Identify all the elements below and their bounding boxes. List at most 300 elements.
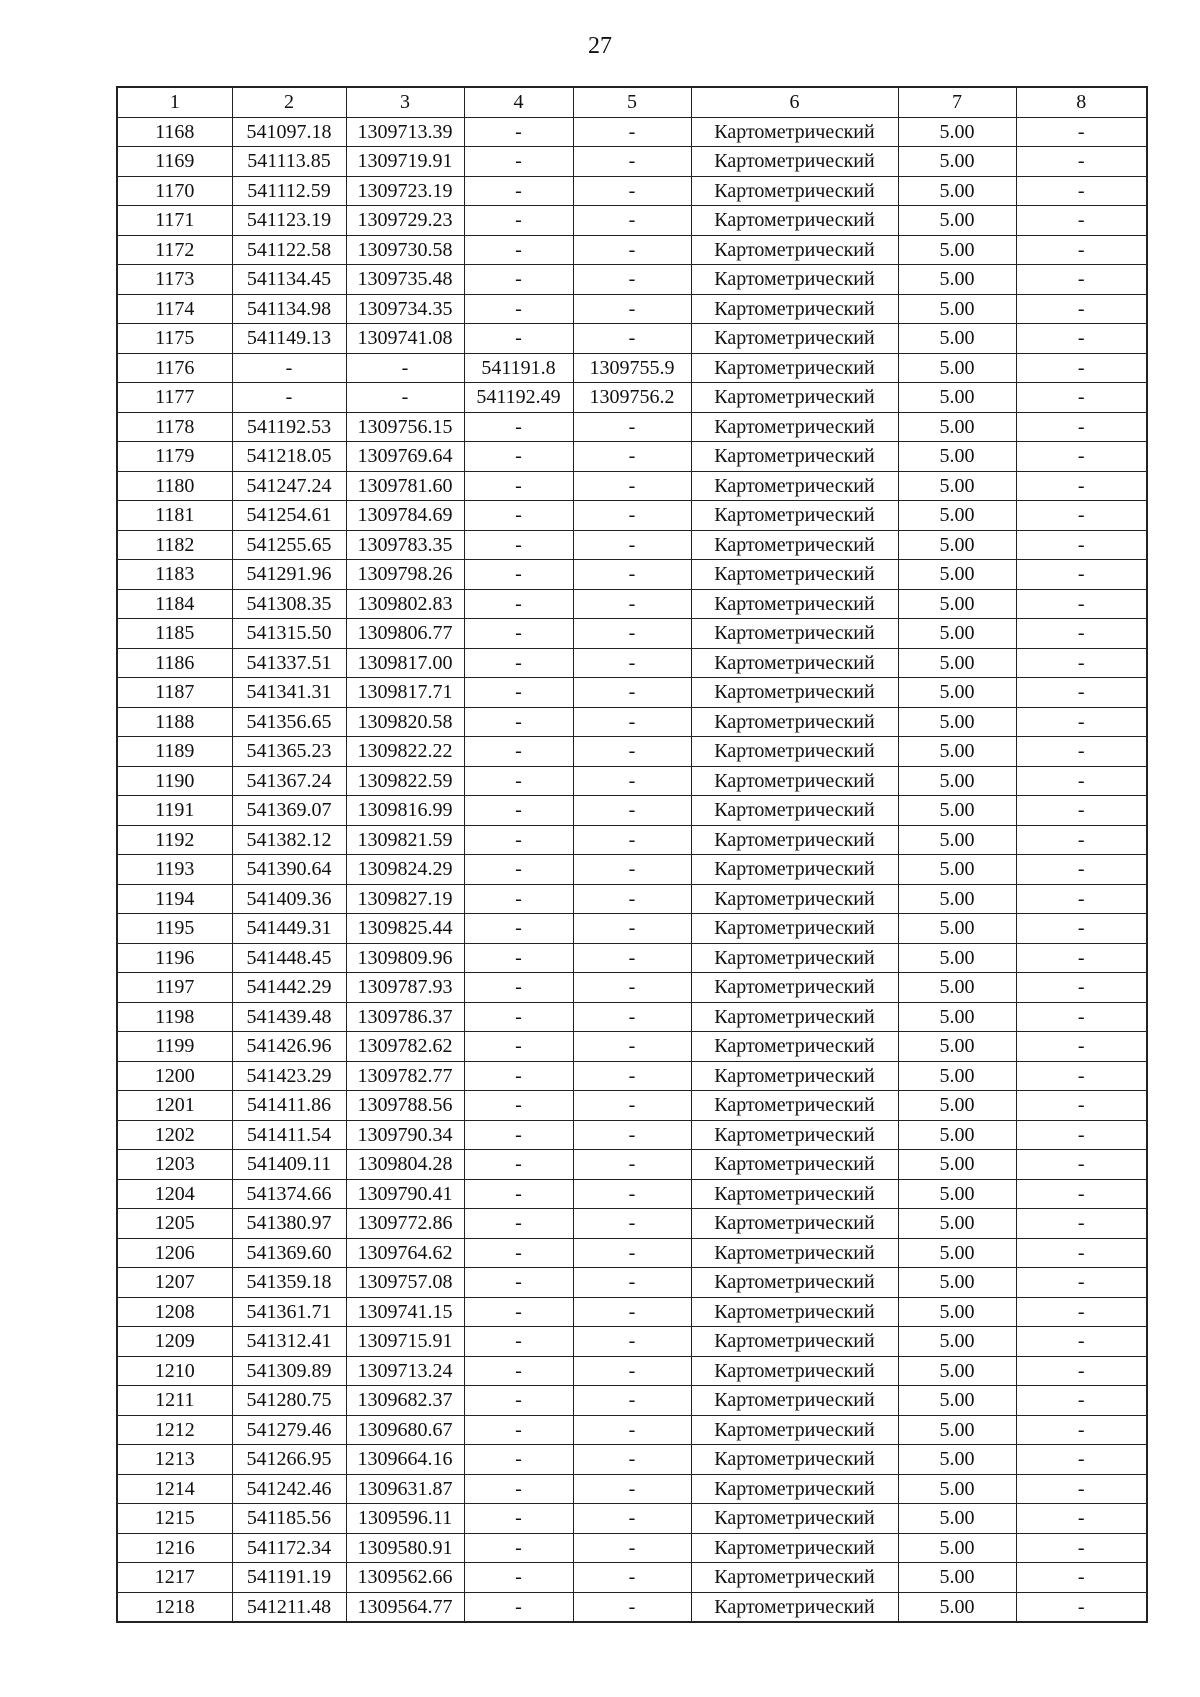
table-cell-col-4: - (464, 884, 573, 914)
table-cell-col-3: 1309782.62 (346, 1032, 464, 1062)
table-cell-col-8: - (1016, 1445, 1147, 1475)
table-cell-col-4: - (464, 1386, 573, 1416)
table-cell-col-1: 1203 (117, 1150, 232, 1180)
table-cell-col-6: Картометрический (691, 530, 898, 560)
table-cell-col-3: 1309790.34 (346, 1120, 464, 1150)
table-cell-col-6: Картометрический (691, 943, 898, 973)
table-cell-col-4: 541191.8 (464, 353, 573, 383)
table-row (117, 855, 1147, 885)
table-cell-col-8: - (1016, 825, 1147, 855)
table-cell-col-3: 1309806.77 (346, 619, 464, 649)
table-cell-col-4: - (464, 1179, 573, 1209)
table-cell-col-6: Картометрический (691, 176, 898, 206)
table-cell-col-6: Картометрический (691, 265, 898, 295)
table-cell-col-1: 1179 (117, 442, 232, 472)
table-cell-col-7: 5.00 (898, 383, 1016, 413)
table-cell-col-8: - (1016, 1297, 1147, 1327)
table-cell-col-7: 5.00 (898, 1327, 1016, 1357)
table-cell-col-7: 5.00 (898, 1179, 1016, 1209)
table-cell-col-4: - (464, 1238, 573, 1268)
table-row (117, 825, 1147, 855)
table-cell-col-4: - (464, 973, 573, 1003)
table-cell-col-7: 5.00 (898, 914, 1016, 944)
table-row (117, 383, 1147, 413)
table-cell-col-3: 1309741.15 (346, 1297, 464, 1327)
table-cell-col-5: - (573, 678, 691, 708)
table-cell-col-2: 541218.05 (232, 442, 346, 472)
table-cell-col-3: - (346, 353, 464, 383)
table-cell-col-8: - (1016, 796, 1147, 826)
table-cell-col-8: - (1016, 117, 1147, 147)
table-cell-col-3: 1309788.56 (346, 1091, 464, 1121)
table-cell-col-3: 1309824.29 (346, 855, 464, 885)
table-cell-col-8: - (1016, 235, 1147, 265)
table-row (117, 1563, 1147, 1593)
table-cell-col-4: - (464, 1504, 573, 1534)
table-cell-col-4: - (464, 1415, 573, 1445)
table-cell-col-2: 541185.56 (232, 1504, 346, 1534)
table-cell-col-7: 5.00 (898, 1533, 1016, 1563)
table-cell-col-6: Картометрический (691, 147, 898, 177)
table-cell-col-1: 1172 (117, 235, 232, 265)
table-cell-col-7: 5.00 (898, 235, 1016, 265)
table-cell-col-2: 541409.36 (232, 884, 346, 914)
table-row (117, 1415, 1147, 1445)
table-cell-col-2: 541337.51 (232, 648, 346, 678)
table-cell-col-1: 1187 (117, 678, 232, 708)
table-cell-col-2: 541291.96 (232, 560, 346, 590)
table-cell-col-8: - (1016, 324, 1147, 354)
table-cell-col-5: - (573, 147, 691, 177)
table-cell-col-2: 541309.89 (232, 1356, 346, 1386)
table-cell-col-7: 5.00 (898, 1120, 1016, 1150)
column-header-7: 7 (898, 87, 1016, 117)
table-cell-col-6: Картометрический (691, 294, 898, 324)
column-header-8: 8 (1016, 87, 1147, 117)
table-cell-col-1: 1180 (117, 471, 232, 501)
table-cell-col-7: 5.00 (898, 324, 1016, 354)
table-cell-col-7: 5.00 (898, 530, 1016, 560)
table-cell-col-5: 1309756.2 (573, 383, 691, 413)
table-cell-col-1: 1169 (117, 147, 232, 177)
column-header-6: 6 (691, 87, 898, 117)
table-cell-col-7: 5.00 (898, 1386, 1016, 1416)
table-cell-col-5: - (573, 1563, 691, 1593)
table-cell-col-3: 1309804.28 (346, 1150, 464, 1180)
table-cell-col-8: - (1016, 973, 1147, 1003)
table-cell-col-2: - (232, 353, 346, 383)
table-row (117, 1445, 1147, 1475)
table-cell-col-8: - (1016, 1209, 1147, 1239)
table-row (117, 796, 1147, 826)
table-cell-col-8: - (1016, 147, 1147, 177)
table-cell-col-7: 5.00 (898, 1504, 1016, 1534)
table-cell-col-6: Картометрический (691, 1032, 898, 1062)
table-cell-col-1: 1204 (117, 1179, 232, 1209)
table-cell-col-5: - (573, 1504, 691, 1534)
table-row (117, 1268, 1147, 1298)
table-cell-col-1: 1214 (117, 1474, 232, 1504)
table-cell-col-7: 5.00 (898, 1415, 1016, 1445)
table-cell-col-1: 1200 (117, 1061, 232, 1091)
table-cell-col-1: 1174 (117, 294, 232, 324)
table-row (117, 324, 1147, 354)
table-cell-col-4: - (464, 1592, 573, 1622)
table-cell-col-3: 1309723.19 (346, 176, 464, 206)
table-cell-col-4: - (464, 914, 573, 944)
table-cell-col-7: 5.00 (898, 678, 1016, 708)
table-cell-col-6: Картометрический (691, 973, 898, 1003)
table-cell-col-1: 1210 (117, 1356, 232, 1386)
table-cell-col-2: 541369.07 (232, 796, 346, 826)
table-cell-col-3: 1309682.37 (346, 1386, 464, 1416)
table-cell-col-3: 1309817.71 (346, 678, 464, 708)
table-cell-col-3: 1309734.35 (346, 294, 464, 324)
table-cell-col-5: - (573, 1268, 691, 1298)
table-cell-col-7: 5.00 (898, 589, 1016, 619)
table-cell-col-2: 541380.97 (232, 1209, 346, 1239)
table-cell-col-4: - (464, 766, 573, 796)
table-cell-col-1: 1209 (117, 1327, 232, 1357)
table-cell-col-3: 1309596.11 (346, 1504, 464, 1534)
table-cell-col-1: 1188 (117, 707, 232, 737)
table-cell-col-4: - (464, 943, 573, 973)
table-cell-col-8: - (1016, 265, 1147, 295)
table-row (117, 501, 1147, 531)
column-header-1: 1 (117, 87, 232, 117)
table-cell-col-5: - (573, 1150, 691, 1180)
table-cell-col-6: Картометрический (691, 1120, 898, 1150)
table-cell-col-8: - (1016, 1592, 1147, 1622)
table-row (117, 294, 1147, 324)
table-cell-col-2: 541411.54 (232, 1120, 346, 1150)
table-cell-col-3: 1309730.58 (346, 235, 464, 265)
table-row (117, 412, 1147, 442)
table-cell-col-8: - (1016, 353, 1147, 383)
table-cell-col-2: 541390.64 (232, 855, 346, 885)
table-cell-col-7: 5.00 (898, 1356, 1016, 1386)
table-cell-col-6: Картометрический (691, 1179, 898, 1209)
table-row (117, 1002, 1147, 1032)
table-cell-col-3: 1309713.39 (346, 117, 464, 147)
table-cell-col-1: 1206 (117, 1238, 232, 1268)
coordinates-table (116, 86, 1148, 1623)
table-cell-col-6: Картометрический (691, 1238, 898, 1268)
table-cell-col-2: 541097.18 (232, 117, 346, 147)
table-cell-col-1: 1211 (117, 1386, 232, 1416)
table-cell-col-4: - (464, 294, 573, 324)
table-cell-col-7: 5.00 (898, 1563, 1016, 1593)
table-cell-col-4: - (464, 1061, 573, 1091)
table-cell-col-6: Картометрический (691, 737, 898, 767)
table-cell-col-6: Картометрический (691, 235, 898, 265)
table-cell-col-8: - (1016, 766, 1147, 796)
table-cell-col-5: - (573, 1445, 691, 1475)
table-cell-col-4: - (464, 1297, 573, 1327)
table-cell-col-3: 1309631.87 (346, 1474, 464, 1504)
table-cell-col-4: - (464, 589, 573, 619)
table-cell-col-7: 5.00 (898, 1238, 1016, 1268)
table-cell-col-1: 1198 (117, 1002, 232, 1032)
table-cell-col-2: 541113.85 (232, 147, 346, 177)
table-cell-col-4: - (464, 825, 573, 855)
table-cell-col-8: - (1016, 1474, 1147, 1504)
table-cell-col-2: 541442.29 (232, 973, 346, 1003)
table-cell-col-5: - (573, 589, 691, 619)
table-cell-col-7: 5.00 (898, 206, 1016, 236)
table-cell-col-7: 5.00 (898, 1592, 1016, 1622)
table-cell-col-5: - (573, 1297, 691, 1327)
table-cell-col-2: 541112.59 (232, 176, 346, 206)
table-cell-col-2: 541411.86 (232, 1091, 346, 1121)
table-cell-col-5: - (573, 560, 691, 590)
table-cell-col-3: 1309820.58 (346, 707, 464, 737)
table-cell-col-6: Картометрический (691, 1386, 898, 1416)
table-cell-col-7: 5.00 (898, 1297, 1016, 1327)
table-cell-col-5: - (573, 1592, 691, 1622)
table-cell-col-5: - (573, 1120, 691, 1150)
table-cell-col-7: 5.00 (898, 619, 1016, 649)
table-cell-col-4: - (464, 1445, 573, 1475)
table-cell-col-8: - (1016, 678, 1147, 708)
table-cell-col-6: Картометрический (691, 1091, 898, 1121)
table-cell-col-6: Картометрический (691, 766, 898, 796)
table-cell-col-6: Картометрический (691, 471, 898, 501)
table-cell-col-7: 5.00 (898, 1002, 1016, 1032)
table-cell-col-3: 1309802.83 (346, 589, 464, 619)
table-cell-col-5: - (573, 766, 691, 796)
table-cell-col-3: 1309719.91 (346, 147, 464, 177)
table-cell-col-6: Картометрический (691, 619, 898, 649)
table-cell-col-6: Картометрический (691, 648, 898, 678)
table-cell-col-3: 1309713.24 (346, 1356, 464, 1386)
table-cell-col-6: Картометрический (691, 560, 898, 590)
table-cell-col-7: 5.00 (898, 353, 1016, 383)
table-cell-col-2: 541191.19 (232, 1563, 346, 1593)
table-row (117, 1209, 1147, 1239)
table-cell-col-5: - (573, 825, 691, 855)
table-cell-col-4: - (464, 1533, 573, 1563)
table-cell-col-8: - (1016, 560, 1147, 590)
table-cell-col-2: 541356.65 (232, 707, 346, 737)
table-row (117, 1592, 1147, 1622)
table-cell-col-7: 5.00 (898, 1268, 1016, 1298)
table-cell-col-1: 1202 (117, 1120, 232, 1150)
table-cell-col-7: 5.00 (898, 1474, 1016, 1504)
table-cell-col-2: 541255.65 (232, 530, 346, 560)
table-cell-col-5: - (573, 973, 691, 1003)
column-header-5: 5 (573, 87, 691, 117)
table-row (117, 914, 1147, 944)
table-cell-col-8: - (1016, 471, 1147, 501)
table-cell-col-2: 541242.46 (232, 1474, 346, 1504)
table-cell-col-8: - (1016, 1032, 1147, 1062)
table-cell-col-5: - (573, 1032, 691, 1062)
table-cell-col-1: 1208 (117, 1297, 232, 1327)
table-cell-col-3: 1309822.22 (346, 737, 464, 767)
table-cell-col-6: Картометрический (691, 1563, 898, 1593)
table-cell-col-6: Картометрический (691, 206, 898, 236)
table-cell-col-8: - (1016, 1091, 1147, 1121)
table-cell-col-1: 1178 (117, 412, 232, 442)
table-cell-col-2: 541308.35 (232, 589, 346, 619)
table-cell-col-1: 1216 (117, 1533, 232, 1563)
table-cell-col-7: 5.00 (898, 176, 1016, 206)
table-cell-col-3: 1309825.44 (346, 914, 464, 944)
table-cell-col-6: Картометрический (691, 589, 898, 619)
table-cell-col-8: - (1016, 589, 1147, 619)
table-cell-col-5: - (573, 1415, 691, 1445)
table-cell-col-4: - (464, 471, 573, 501)
table-cell-col-6: Картометрический (691, 1356, 898, 1386)
table-row (117, 235, 1147, 265)
table-cell-col-6: Картометрический (691, 1061, 898, 1091)
table-row (117, 265, 1147, 295)
table-cell-col-4: - (464, 206, 573, 236)
table-cell-col-3: - (346, 383, 464, 413)
table-cell-col-8: - (1016, 176, 1147, 206)
table-cell-col-6: Картометрический (691, 442, 898, 472)
table-cell-col-8: - (1016, 1327, 1147, 1357)
table-cell-col-8: - (1016, 383, 1147, 413)
table-cell-col-3: 1309564.77 (346, 1592, 464, 1622)
table-cell-col-2: 541426.96 (232, 1032, 346, 1062)
table-cell-col-7: 5.00 (898, 796, 1016, 826)
table-row (117, 943, 1147, 973)
table-cell-col-3: 1309562.66 (346, 1563, 464, 1593)
table-cell-col-6: Картометрический (691, 796, 898, 826)
table-cell-col-7: 5.00 (898, 471, 1016, 501)
table-cell-col-1: 1217 (117, 1563, 232, 1593)
table-cell-col-3: 1309816.99 (346, 796, 464, 826)
page-number: 27 (588, 33, 612, 59)
table-cell-col-1: 1205 (117, 1209, 232, 1239)
table-cell-col-4: - (464, 1002, 573, 1032)
table-cell-col-7: 5.00 (898, 648, 1016, 678)
table-cell-col-1: 1195 (117, 914, 232, 944)
table-cell-col-1: 1212 (117, 1415, 232, 1445)
table-cell-col-1: 1171 (117, 206, 232, 236)
table-cell-col-1: 1215 (117, 1504, 232, 1534)
table-row (117, 648, 1147, 678)
table-cell-col-4: - (464, 855, 573, 885)
table-cell-col-4: - (464, 737, 573, 767)
table-cell-col-6: Картометрический (691, 1592, 898, 1622)
table-row (117, 1356, 1147, 1386)
table-cell-col-2: 541211.48 (232, 1592, 346, 1622)
table-cell-col-8: - (1016, 648, 1147, 678)
table-cell-col-7: 5.00 (898, 707, 1016, 737)
table-row (117, 147, 1147, 177)
table-cell-col-6: Картометрический (691, 1415, 898, 1445)
table-cell-col-6: Картометрический (691, 1327, 898, 1357)
table-cell-col-4: - (464, 678, 573, 708)
table-cell-col-1: 1213 (117, 1445, 232, 1475)
table-cell-col-1: 1170 (117, 176, 232, 206)
table-cell-col-5: - (573, 914, 691, 944)
table-cell-col-5: - (573, 1179, 691, 1209)
table-row (117, 1032, 1147, 1062)
table-cell-col-8: - (1016, 619, 1147, 649)
table-cell-col-3: 1309580.91 (346, 1533, 464, 1563)
table-cell-col-8: - (1016, 1268, 1147, 1298)
table-cell-col-1: 1181 (117, 501, 232, 531)
table-cell-col-7: 5.00 (898, 1150, 1016, 1180)
table-cell-col-8: - (1016, 855, 1147, 885)
table-row (117, 1091, 1147, 1121)
table-cell-col-5: - (573, 796, 691, 826)
table-cell-col-8: - (1016, 1386, 1147, 1416)
table-cell-col-2: 541122.58 (232, 235, 346, 265)
table-cell-col-2: 541374.66 (232, 1179, 346, 1209)
table-row (117, 707, 1147, 737)
table-cell-col-5: - (573, 1061, 691, 1091)
table-cell-col-8: - (1016, 1415, 1147, 1445)
table-cell-col-7: 5.00 (898, 412, 1016, 442)
table-row (117, 1327, 1147, 1357)
table-cell-col-5: - (573, 1002, 691, 1032)
table-cell-col-7: 5.00 (898, 1445, 1016, 1475)
table-cell-col-4: - (464, 1032, 573, 1062)
table-cell-col-5: - (573, 1474, 691, 1504)
table-row (117, 619, 1147, 649)
table-cell-col-7: 5.00 (898, 501, 1016, 531)
table-cell-col-2: 541315.50 (232, 619, 346, 649)
table-cell-col-1: 1182 (117, 530, 232, 560)
table-cell-col-2: 541359.18 (232, 1268, 346, 1298)
table-cell-col-5: - (573, 501, 691, 531)
table-cell-col-5: - (573, 265, 691, 295)
table-cell-col-1: 1207 (117, 1268, 232, 1298)
table-cell-col-1: 1190 (117, 766, 232, 796)
table-cell-col-7: 5.00 (898, 265, 1016, 295)
table-row (117, 1386, 1147, 1416)
table-cell-col-3: 1309772.86 (346, 1209, 464, 1239)
table-cell-col-5: - (573, 1356, 691, 1386)
table-cell-col-7: 5.00 (898, 1209, 1016, 1239)
table-cell-col-4: - (464, 235, 573, 265)
table-cell-col-5: - (573, 855, 691, 885)
table-cell-col-8: - (1016, 1533, 1147, 1563)
table-cell-col-8: - (1016, 1356, 1147, 1386)
table-cell-col-1: 1168 (117, 117, 232, 147)
table-cell-col-4: - (464, 265, 573, 295)
table-cell-col-2: 541409.11 (232, 1150, 346, 1180)
table-cell-col-8: - (1016, 1150, 1147, 1180)
table-cell-col-4: - (464, 796, 573, 826)
table-cell-col-5: - (573, 1533, 691, 1563)
table-cell-col-5: - (573, 294, 691, 324)
table-cell-col-7: 5.00 (898, 1061, 1016, 1091)
table-cell-col-3: 1309680.67 (346, 1415, 464, 1445)
table-cell-col-2: 541247.24 (232, 471, 346, 501)
table-cell-col-6: Картометрический (691, 412, 898, 442)
table-cell-col-2: 541365.23 (232, 737, 346, 767)
table-cell-col-3: 1309821.59 (346, 825, 464, 855)
table-row (117, 176, 1147, 206)
table-header (117, 87, 1147, 117)
table-row (117, 530, 1147, 560)
table-cell-col-6: Картометрический (691, 1150, 898, 1180)
table-cell-col-3: 1309822.59 (346, 766, 464, 796)
table-cell-col-4: - (464, 176, 573, 206)
table-cell-col-6: Картометрический (691, 501, 898, 531)
table-cell-col-6: Картометрический (691, 1297, 898, 1327)
table-cell-col-3: 1309764.62 (346, 1238, 464, 1268)
table-cell-col-2: 541134.45 (232, 265, 346, 295)
table-row (117, 117, 1147, 147)
table-cell-col-5: - (573, 619, 691, 649)
